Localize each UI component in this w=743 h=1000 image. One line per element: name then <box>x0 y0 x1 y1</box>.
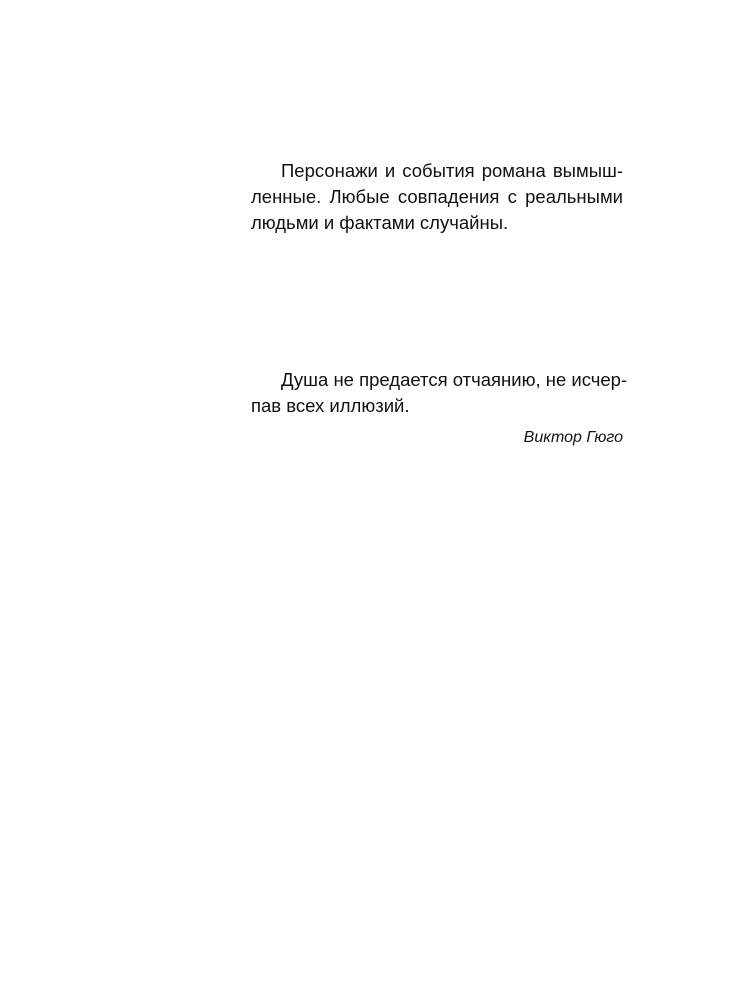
epigraph-line-1: Душа не предается отчаянию, не исчер- <box>281 369 628 390</box>
epigraph <box>251 367 628 449</box>
epigraph-line-2: пав всех иллюзий. <box>251 395 410 416</box>
disclaimer-line-2: ленные. Любые совпадения с реальными <box>251 186 623 207</box>
disclaimer-line-1: Персонажи и события романа вымыш- <box>281 160 623 181</box>
epigraph-author: Виктор Гюго <box>523 429 623 446</box>
disclaimer-paragraph <box>251 158 623 236</box>
disclaimer-line-3: людьми и фактами случайны. <box>251 212 509 233</box>
